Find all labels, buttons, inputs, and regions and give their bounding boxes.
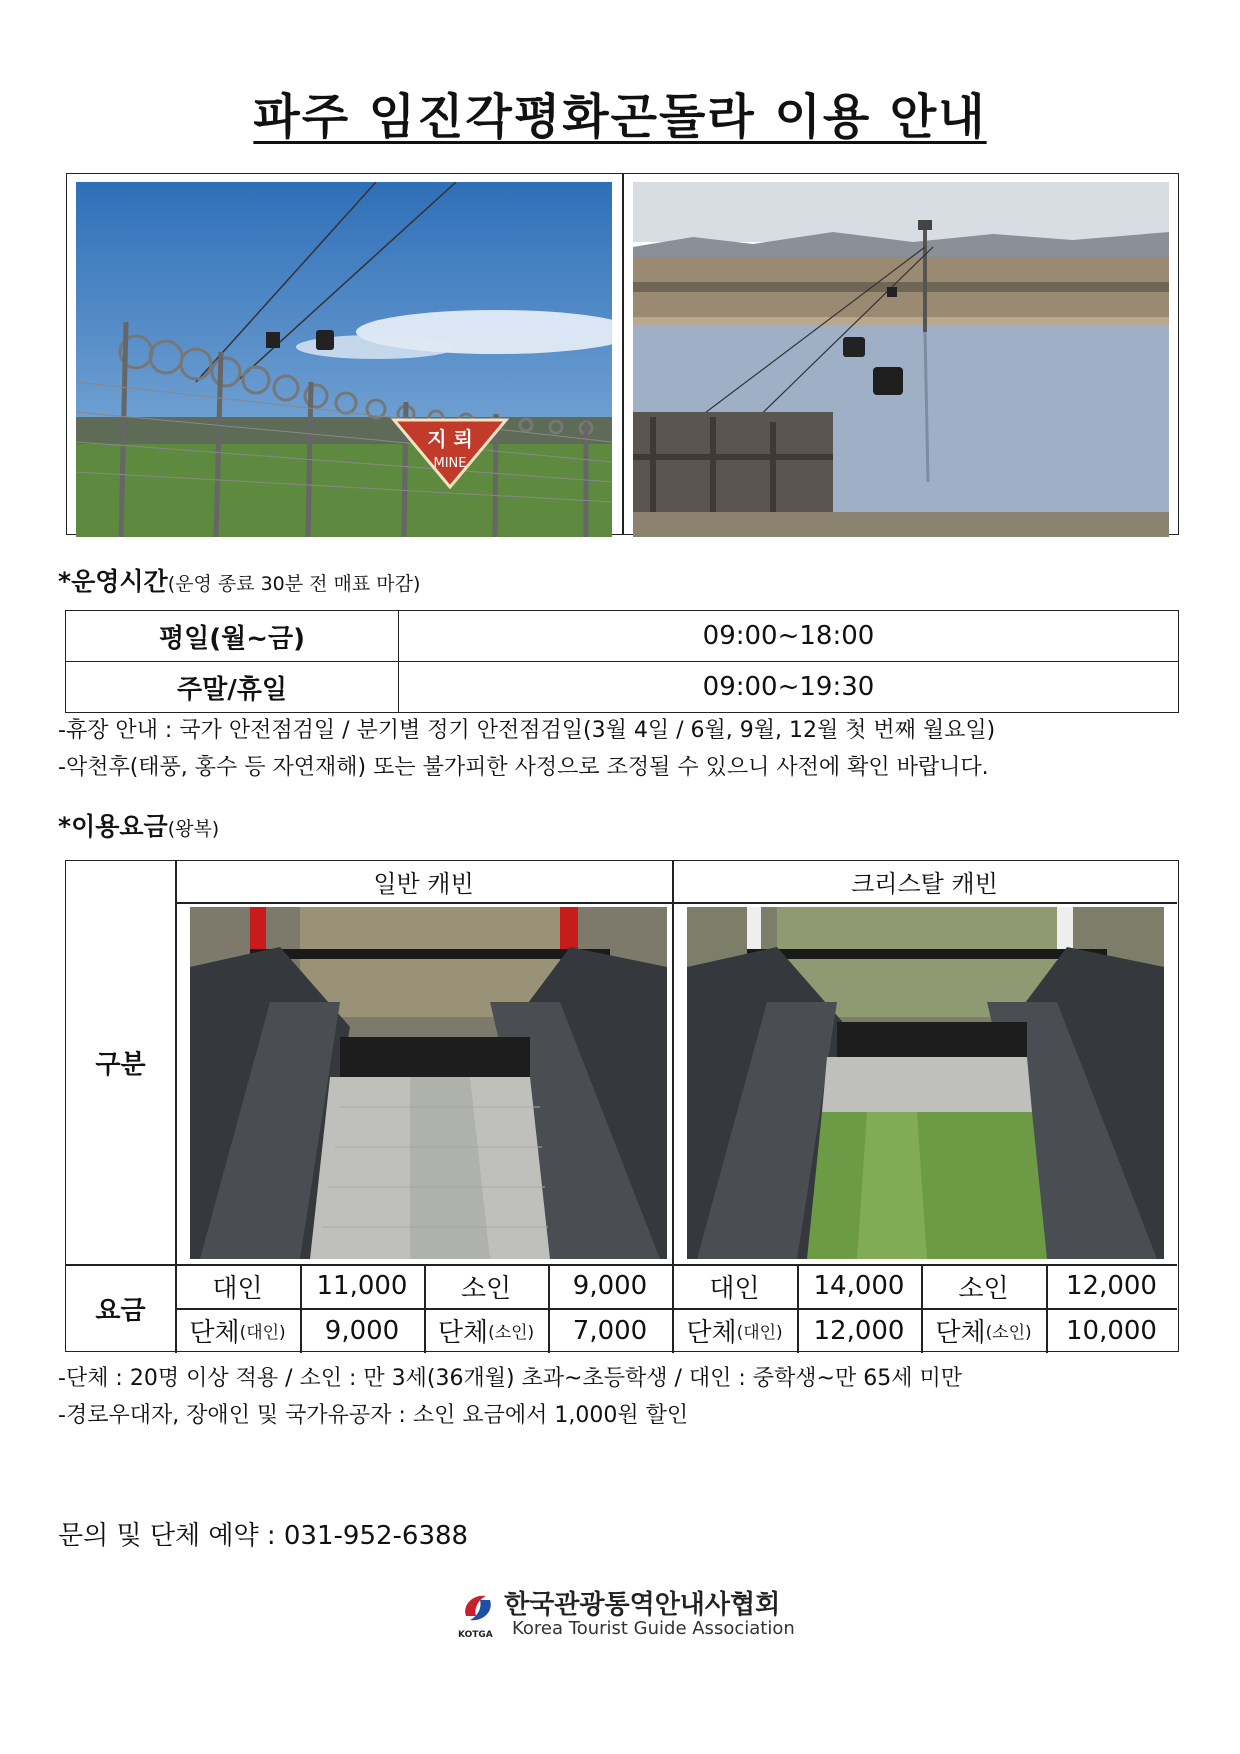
crystal-cabin-photo (687, 907, 1164, 1259)
logo-korean-name: 한국관광통역안내사협회 (504, 1590, 781, 1620)
std-child-fee: 9,000 (572, 1271, 648, 1301)
photo-gondola-river (633, 182, 1169, 537)
fees-heading: *이용요금(왕복) (58, 812, 220, 841)
contact-info: 문의 및 단체 예약 : 031-952-6388 (58, 1521, 469, 1551)
fee-table (65, 860, 1179, 1352)
logo-english-name: Korea Tourist Guide Association (512, 1618, 795, 1639)
photo-panel (66, 173, 1179, 535)
hours-time: 09:00~19:30 (399, 662, 1179, 713)
kotga-logo (460, 1582, 800, 1642)
crystal-group-child-fee: 10,000 (1066, 1315, 1157, 1346)
row-label-type: 구분 (95, 1050, 146, 1080)
crystal-adult-fee: 14,000 (813, 1271, 905, 1301)
group-age-note: -단체 : 20명 이상 적용 / 소인 : 만 3세(36개월) 초과~초등학생 / 대인 : 중학생~만 65세 미만 (58, 1366, 962, 1391)
std-group-child-fee: 7,000 (572, 1315, 648, 1346)
std-group-adult-fee: 9,000 (324, 1315, 400, 1346)
crystal-child-label: 소인 (958, 1273, 1009, 1304)
hours-label: 주말/휴일 (66, 662, 399, 713)
closure-note: -휴장 안내 : 국가 안전점검일 / 분기별 정기 안전점검일(3월 4일 / 6월, 9월, 12월 첫 번째 월요일) (58, 718, 996, 743)
grid-line (175, 902, 1177, 904)
std-adult-label: 대인 (212, 1273, 263, 1304)
kotga-logo-icon (460, 1586, 496, 1630)
cabin-name-crystal: 크리스탈 캐빈 (851, 870, 998, 898)
weather-note: -악천후(태풍, 홍수 등 자연재해) 또는 불가피한 사정으로 조정될 수 있으니 사전에 확인 바랍니다. (58, 755, 989, 780)
hours-table (65, 610, 1179, 713)
photo-divider (622, 174, 624, 534)
std-group-child-label: 단체 (소인) (437, 1318, 535, 1348)
crystal-group-adult-fee: 12,000 (813, 1315, 905, 1346)
mine-sign-text: 지 뢰 (427, 427, 473, 451)
photo-mine-fence (76, 182, 612, 537)
hours-heading: *운영시간(운영 종료 30분 전 매표 마감) (58, 567, 421, 596)
std-group-adult-label: 단체 (대인) (189, 1318, 286, 1348)
crystal-child-fee: 12,000 (1066, 1271, 1157, 1301)
mine-sign-subtext: MINE (433, 456, 467, 471)
hours-label: 평일(월~금) (66, 611, 399, 662)
discount-note: -경로우대자, 장애인 및 국가유공자 : 소인 요금에서 1,000원 할인 (58, 1403, 689, 1428)
crystal-group-adult-label: 단체 (대인) (686, 1318, 783, 1348)
cabin-name-standard: 일반 캐빈 (373, 870, 474, 898)
standard-cabin-photo (190, 907, 667, 1259)
hours-time: 09:00~18:00 (399, 611, 1179, 662)
std-adult-fee: 11,000 (316, 1271, 408, 1301)
hours-row-weekend (66, 662, 1179, 713)
page-title: 파주 임진각평화곤돌라 이용 안내 (253, 89, 987, 145)
std-child-label: 소인 (460, 1273, 512, 1304)
hours-row-weekday (66, 611, 1179, 662)
crystal-adult-label: 대인 (709, 1273, 760, 1304)
logo-abbreviation: KOTGA (458, 1630, 493, 1640)
row-label-fee: 요금 (95, 1296, 146, 1326)
crystal-group-child-label: 단체 (소인) (935, 1318, 1032, 1348)
